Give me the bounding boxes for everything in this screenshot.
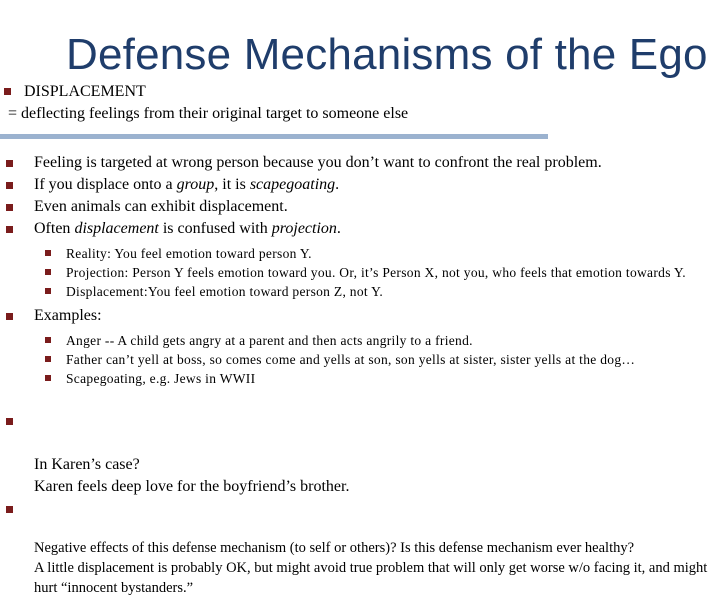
square-bullet-icon: [6, 182, 13, 189]
karen-question: In Karen’s case? Karen feels deep love for the boyfriend’s brother.: [0, 410, 720, 498]
point-item: Often displacement is confused with projection.: [0, 218, 720, 240]
square-bullet-icon: [45, 288, 51, 294]
example-item: Anger -- A child gets angry at a parent and then acts angrily to a friend.: [0, 331, 720, 350]
square-bullet-icon: [45, 375, 51, 381]
slide-title: Defense Mechanisms of the Ego: [66, 30, 708, 79]
point-item: Even animals can exhibit displacement.: [0, 196, 720, 218]
example-item: Father can’t yell at boss, so comes come and yells at son, son yells at sister, sister yells at the dog…: [0, 350, 720, 369]
square-bullet-icon: [6, 418, 13, 425]
square-bullet-icon: [6, 160, 13, 167]
karen-effects: Negative effects of this defense mechanism (to self or others)? Is this defense mechanism ever healthy? A little displacement is probably OK, but might avoid true problem that will only get worse w/o facing it, and might hurt “innocent bystanders.”: [0, 498, 720, 598]
sub-item: Displacement:You feel emotion toward person Z, not Y.: [0, 282, 720, 301]
point-item: Feeling is targeted at wrong person because you don’t want to confront the real problem.: [0, 152, 720, 174]
point-item: If you displace onto a group, it is scapegoating.: [0, 174, 720, 196]
main-content: [0, 152, 720, 598]
divider-rule: [0, 134, 548, 139]
intro-heading: DISPLACEMENT: [24, 83, 146, 100]
example-item: Scapegoating, e.g. Jews in WWII: [0, 369, 720, 388]
intro-heading-row: [8, 81, 408, 103]
square-bullet-icon: [6, 313, 13, 320]
square-bullet-icon: [6, 226, 13, 233]
intro-definition: = deflecting feelings from their original target to someone else: [8, 105, 409, 122]
intro-block: [8, 81, 408, 125]
square-bullet-icon: [45, 250, 51, 256]
examples-heading: Examples:: [0, 305, 720, 327]
sub-item: Projection: Person Y feels emotion toward you. Or, it’s Person X, not you, who feels that emotion towards Y.: [0, 263, 720, 282]
square-bullet-icon: [45, 269, 51, 275]
square-bullet-icon: [45, 356, 51, 362]
square-bullet-icon: [6, 204, 13, 211]
square-bullet-icon: [45, 337, 51, 343]
square-bullet-icon: [6, 506, 13, 513]
square-bullet-icon: [4, 88, 11, 95]
sub-item: Reality: You feel emotion toward person Y.: [0, 244, 720, 263]
